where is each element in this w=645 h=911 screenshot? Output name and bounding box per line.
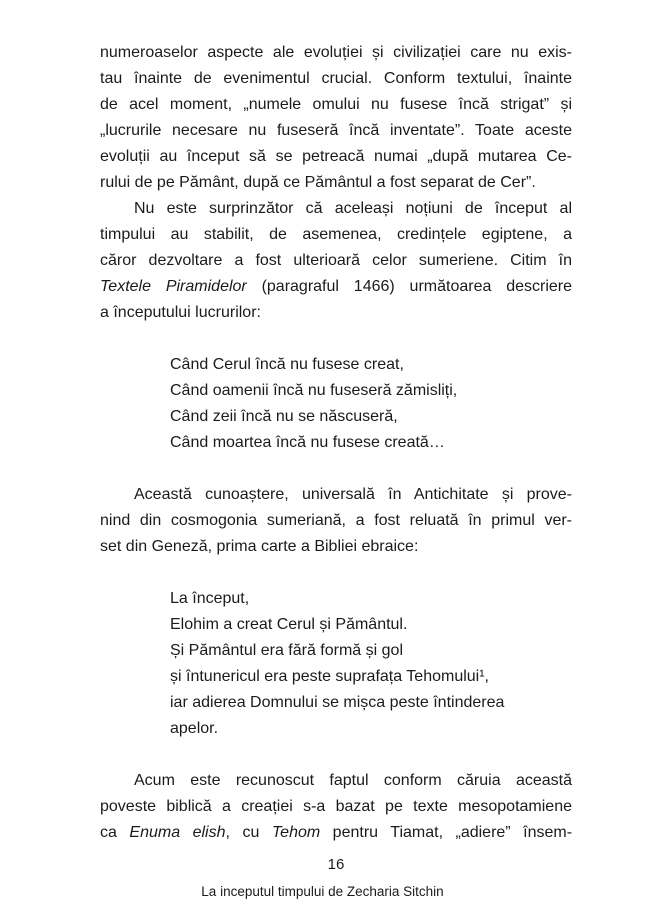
text-segment: ca (100, 824, 130, 841)
paragraph (100, 482, 572, 560)
book-title-italic: Textele Piramidelor (100, 278, 247, 295)
text-segment: pentru Tiamat, „adiere” însem- (320, 824, 573, 841)
verse-line: Când Cerul încă nu fusese creat, (170, 356, 404, 373)
book-title-italic: Enuma elish (129, 824, 226, 841)
text-segment: , cu (225, 824, 272, 841)
text-line: rului de pe Pământ, după ce Pământul a fost separat de Cer”. (100, 174, 536, 191)
text-line: evoluții au început să se petreacă numai „după mutarea Ce- (100, 148, 572, 165)
term-italic: Tehom (271, 824, 321, 841)
paragraph (100, 196, 572, 326)
text-line: timpului au stabilit, de asemenea, credințele egiptene, a (100, 226, 572, 243)
verse-line: iar adierea Domnului se mișca peste întinderea (170, 694, 505, 711)
verse-line: La început, (170, 590, 250, 607)
text-line (100, 274, 572, 300)
text-line: nind din cosmogonia sumeriană, a fost reluată în primul ver- (100, 512, 572, 529)
paragraph-continuation (100, 40, 572, 196)
text-line: a începutului lucrurilor: (100, 304, 261, 321)
verse-line: Când oamenii încă nu fuseseră zămisliți, (170, 382, 458, 399)
page-number: 16 (327, 856, 345, 873)
text-line (100, 820, 572, 846)
text-line: set din Geneză, prima carte a Bibliei ebraice: (100, 538, 419, 555)
text-line: Nu este surprinzător că aceleași noțiuni de început al (134, 200, 572, 217)
verse-line: Când zeii încă nu se născuseră, (170, 408, 398, 425)
verse-line-footnote-ref: și întunericul era peste suprafața Tehomului¹, (170, 668, 489, 685)
text-line: numeroaselor aspecte ale evoluției și civilizației care nu exis- (100, 44, 572, 61)
text-line: Această cunoaștere, universală în Antichitate și prove- (134, 486, 572, 503)
text-line: Acum este recunoscut faptul conform căruia această (134, 772, 572, 789)
text-line: căror dezvoltare a fost ulterioară celor sumeriene. Citim în (100, 252, 572, 269)
text-line: „lucrurile necesare nu fuseseră încă inventate”. Toate aceste (100, 122, 572, 139)
verse-quote-pyramid-texts (170, 352, 572, 456)
text-line: de acel moment, „numele omului nu fusese încă strigat” și (100, 96, 572, 113)
verse-line: Și Pământul era fără formă și gol (170, 642, 403, 659)
text-segment: (paragraful 1466) următoarea descriere (246, 278, 573, 295)
verse-quote-genesis (170, 586, 572, 742)
text-line: poveste biblică a creației s-a bazat pe texte mesopotamiene (100, 798, 572, 815)
verse-line: Elohim a creat Cerul și Pământul. (170, 616, 408, 633)
text-line: tau înainte de evenimentul crucial. Conform textului, înainte (100, 70, 572, 87)
book-footer-title: La inceputul timpului de Zecharia Sitchin (201, 884, 444, 899)
verse-line: Când moartea încă nu fusese creată… (170, 434, 445, 451)
verse-line: apelor. (170, 720, 219, 737)
paragraph (100, 768, 572, 846)
